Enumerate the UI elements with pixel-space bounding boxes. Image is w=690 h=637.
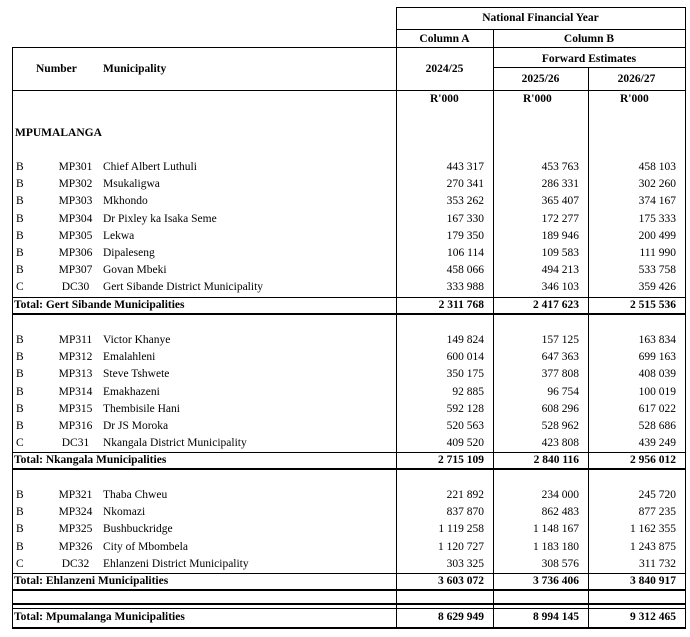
value-2026-27: 877 235 bbox=[638, 506, 676, 518]
municipality-number: MP315 bbox=[58, 403, 93, 415]
municipality-number: MP306 bbox=[58, 247, 93, 259]
municipality-name: Mkhondo bbox=[103, 195, 148, 207]
number-header: Number bbox=[36, 63, 77, 75]
grand-total-label: Total: Mpumalanga Municipalities bbox=[14, 611, 185, 623]
value-2025-26: 286 331 bbox=[541, 178, 579, 190]
row-divider bbox=[12, 589, 685, 591]
grand-total-2025-26: 8 994 145 bbox=[533, 611, 579, 623]
group-total-2024-25: 3 603 072 bbox=[438, 575, 484, 587]
value-2026-27: 439 249 bbox=[638, 437, 676, 449]
municipality-name: Chief Albert Luthuli bbox=[103, 161, 197, 173]
municipality-number: DC31 bbox=[61, 437, 90, 449]
municipality-number: MP314 bbox=[58, 386, 93, 398]
category-cell: B bbox=[16, 178, 24, 190]
value-2024-25: 270 341 bbox=[446, 178, 484, 190]
category-cell: C bbox=[16, 437, 24, 449]
value-2024-25: 303 325 bbox=[446, 558, 484, 570]
category-cell: B bbox=[16, 420, 24, 432]
value-2026-27: 699 163 bbox=[638, 351, 676, 363]
value-2025-26: 109 583 bbox=[541, 247, 579, 259]
municipality-number: MP311 bbox=[58, 334, 93, 346]
value-2024-25: 1 119 258 bbox=[438, 523, 484, 535]
category-cell: B bbox=[16, 351, 24, 363]
value-2026-27: 175 333 bbox=[638, 213, 676, 225]
value-2024-25: 149 824 bbox=[446, 334, 484, 346]
category-cell: C bbox=[16, 281, 24, 293]
municipality-number: MP321 bbox=[58, 489, 93, 501]
value-2026-27: 533 758 bbox=[638, 264, 676, 276]
municipality-name: Msukaligwa bbox=[103, 178, 160, 190]
value-2025-26: 157 125 bbox=[541, 334, 579, 346]
year-2025-26-header: 2025/26 bbox=[521, 73, 560, 85]
value-2025-26: 528 962 bbox=[541, 420, 579, 432]
category-cell: B bbox=[16, 523, 24, 535]
value-2025-26: 96 754 bbox=[547, 386, 579, 398]
value-2024-25: 350 175 bbox=[446, 368, 484, 380]
category-cell: B bbox=[16, 386, 24, 398]
value-2026-27: 528 686 bbox=[638, 420, 676, 432]
value-2026-27: 311 732 bbox=[639, 558, 676, 570]
municipality-number: DC32 bbox=[61, 558, 90, 570]
municipality-name: Nkangala District Municipality bbox=[103, 437, 247, 449]
value-2025-26: 453 763 bbox=[541, 161, 579, 173]
municipality-name: Lekwa bbox=[103, 230, 135, 242]
municipality-name: Victor Khanye bbox=[103, 334, 171, 346]
category-cell: B bbox=[16, 230, 24, 242]
value-2024-25: 837 870 bbox=[446, 506, 484, 518]
value-2024-25: 221 892 bbox=[446, 489, 484, 501]
value-2024-25: 167 330 bbox=[446, 213, 484, 225]
value-2024-25: 333 988 bbox=[446, 281, 484, 293]
group-total-label: Total: Nkangala Municipalities bbox=[14, 454, 167, 466]
category-cell: B bbox=[16, 334, 24, 346]
category-cell: B bbox=[16, 195, 24, 207]
grand-total-2024-25: 8 629 949 bbox=[438, 611, 484, 623]
value-2026-27: 245 720 bbox=[638, 489, 676, 501]
category-cell: B bbox=[16, 264, 24, 276]
municipality-number: DC30 bbox=[61, 281, 90, 293]
value-2026-27: 1 162 355 bbox=[630, 523, 676, 535]
value-2025-26: 423 808 bbox=[541, 437, 579, 449]
value-2026-27: 1 243 875 bbox=[630, 541, 676, 553]
group-total-2026-27: 2 956 012 bbox=[630, 454, 676, 466]
municipality-name: Bushbuckridge bbox=[103, 523, 173, 535]
value-2025-26: 647 363 bbox=[541, 351, 579, 363]
category-cell: B bbox=[16, 541, 24, 553]
municipality-number: MP324 bbox=[58, 506, 93, 518]
municipality-name: City of Mbombela bbox=[103, 541, 188, 553]
category-cell: B bbox=[16, 213, 24, 225]
national-financial-year-header: National Financial Year bbox=[482, 12, 599, 24]
value-2025-26: 1 148 167 bbox=[533, 523, 579, 535]
municipality-name: Dr JS Moroka bbox=[103, 420, 169, 432]
value-2026-27: 111 990 bbox=[639, 247, 676, 259]
value-2026-27: 374 167 bbox=[638, 195, 676, 207]
value-2024-25: 1 120 727 bbox=[438, 541, 484, 553]
value-2025-26: 494 213 bbox=[541, 264, 579, 276]
category-cell: C bbox=[16, 558, 24, 570]
municipality-number: MP316 bbox=[58, 420, 93, 432]
municipality-number: MP301 bbox=[58, 161, 93, 173]
value-2024-25: 600 014 bbox=[446, 351, 484, 363]
group-total-2025-26: 3 736 406 bbox=[533, 575, 579, 587]
municipality-header: Municipality bbox=[103, 63, 167, 75]
row-divider bbox=[12, 313, 685, 315]
municipality-name: Ehlanzeni District Municipality bbox=[103, 558, 249, 570]
value-2026-27: 302 260 bbox=[638, 178, 676, 190]
value-2025-26: 377 808 bbox=[541, 368, 579, 380]
municipality-name: Gert Sibande District Municipality bbox=[103, 281, 264, 293]
year-2024-25-header: 2024/25 bbox=[425, 63, 464, 75]
category-cell: B bbox=[16, 506, 24, 518]
value-2024-25: 353 262 bbox=[446, 195, 484, 207]
value-2025-26: 365 407 bbox=[541, 195, 579, 207]
municipality-name: Dipaleseng bbox=[103, 247, 155, 259]
value-2026-27: 408 039 bbox=[638, 368, 676, 380]
municipality-number: MP326 bbox=[58, 541, 93, 553]
value-2026-27: 617 022 bbox=[638, 403, 676, 415]
unit-label: R'000 bbox=[620, 93, 649, 105]
row-divider bbox=[12, 468, 685, 470]
year-2026-27-header: 2026/27 bbox=[617, 73, 656, 85]
value-2025-26: 172 277 bbox=[541, 213, 579, 225]
municipality-name: Emalahleni bbox=[103, 351, 156, 363]
value-2024-25: 592 128 bbox=[446, 403, 484, 415]
value-2026-27: 200 499 bbox=[638, 230, 676, 242]
value-2024-25: 92 885 bbox=[452, 386, 484, 398]
municipality-name: Nkomazi bbox=[103, 506, 146, 518]
municipality-number: MP313 bbox=[58, 368, 93, 380]
category-cell: B bbox=[16, 489, 24, 501]
value-2025-26: 308 576 bbox=[541, 558, 579, 570]
group-total-2026-27: 2 515 536 bbox=[630, 299, 676, 311]
value-2025-26: 608 296 bbox=[541, 403, 579, 415]
value-2025-26: 346 103 bbox=[541, 281, 579, 293]
category-cell: B bbox=[16, 368, 24, 380]
municipality-number: MP325 bbox=[58, 523, 93, 535]
municipality-name: Emakhazeni bbox=[103, 386, 160, 398]
municipality-name: Thaba Chweu bbox=[103, 489, 168, 501]
category-cell: B bbox=[16, 403, 24, 415]
grand-total-2026-27: 9 312 465 bbox=[630, 611, 676, 623]
municipality-number: MP303 bbox=[58, 195, 93, 207]
value-2026-27: 100 019 bbox=[638, 386, 676, 398]
municipality-name: Steve Tshwete bbox=[103, 368, 170, 380]
value-2024-25: 458 066 bbox=[446, 264, 484, 276]
category-cell: B bbox=[16, 247, 24, 259]
value-2026-27: 163 834 bbox=[638, 334, 676, 346]
forward-estimates-header: Forward Estimates bbox=[541, 53, 637, 65]
value-2026-27: 359 426 bbox=[638, 281, 676, 293]
group-total-label: Total: Ehlanzeni Municipalities bbox=[14, 575, 169, 587]
unit-label: R'000 bbox=[430, 93, 459, 105]
unit-label: R'000 bbox=[523, 93, 552, 105]
value-2025-26: 1 183 180 bbox=[533, 541, 579, 553]
municipality-number: MP302 bbox=[58, 178, 93, 190]
value-2025-26: 234 000 bbox=[541, 489, 579, 501]
value-2025-26: 862 483 bbox=[541, 506, 579, 518]
municipality-number: MP304 bbox=[58, 213, 93, 225]
group-total-2024-25: 2 311 768 bbox=[438, 299, 484, 311]
value-2026-27: 458 103 bbox=[638, 161, 676, 173]
group-total-2025-26: 2 417 623 bbox=[533, 299, 579, 311]
municipality-number: MP305 bbox=[58, 230, 93, 242]
column-a-header: Column A bbox=[419, 33, 470, 45]
value-2024-25: 106 114 bbox=[447, 247, 484, 259]
group-total-2024-25: 2 715 109 bbox=[438, 454, 484, 466]
municipality-name: Thembisile Hani bbox=[103, 403, 180, 415]
value-2025-26: 189 946 bbox=[541, 230, 579, 242]
column-b-header: Column B bbox=[563, 33, 615, 45]
value-2024-25: 520 563 bbox=[446, 420, 484, 432]
category-cell: B bbox=[16, 161, 24, 173]
value-2024-25: 443 317 bbox=[446, 161, 484, 173]
value-2024-25: 409 520 bbox=[446, 437, 484, 449]
province-heading: MPUMALANGA bbox=[15, 127, 102, 139]
municipality-number: MP307 bbox=[58, 264, 93, 276]
value-2024-25: 179 350 bbox=[446, 230, 484, 242]
municipality-name: Dr Pixley ka Isaka Seme bbox=[103, 213, 217, 225]
group-total-2025-26: 2 840 116 bbox=[533, 454, 579, 466]
municipality-number: MP312 bbox=[58, 351, 93, 363]
municipality-name: Govan Mbeki bbox=[103, 264, 167, 276]
group-total-label: Total: Gert Sibande Municipalities bbox=[14, 299, 185, 311]
group-total-2026-27: 3 840 917 bbox=[630, 575, 676, 587]
